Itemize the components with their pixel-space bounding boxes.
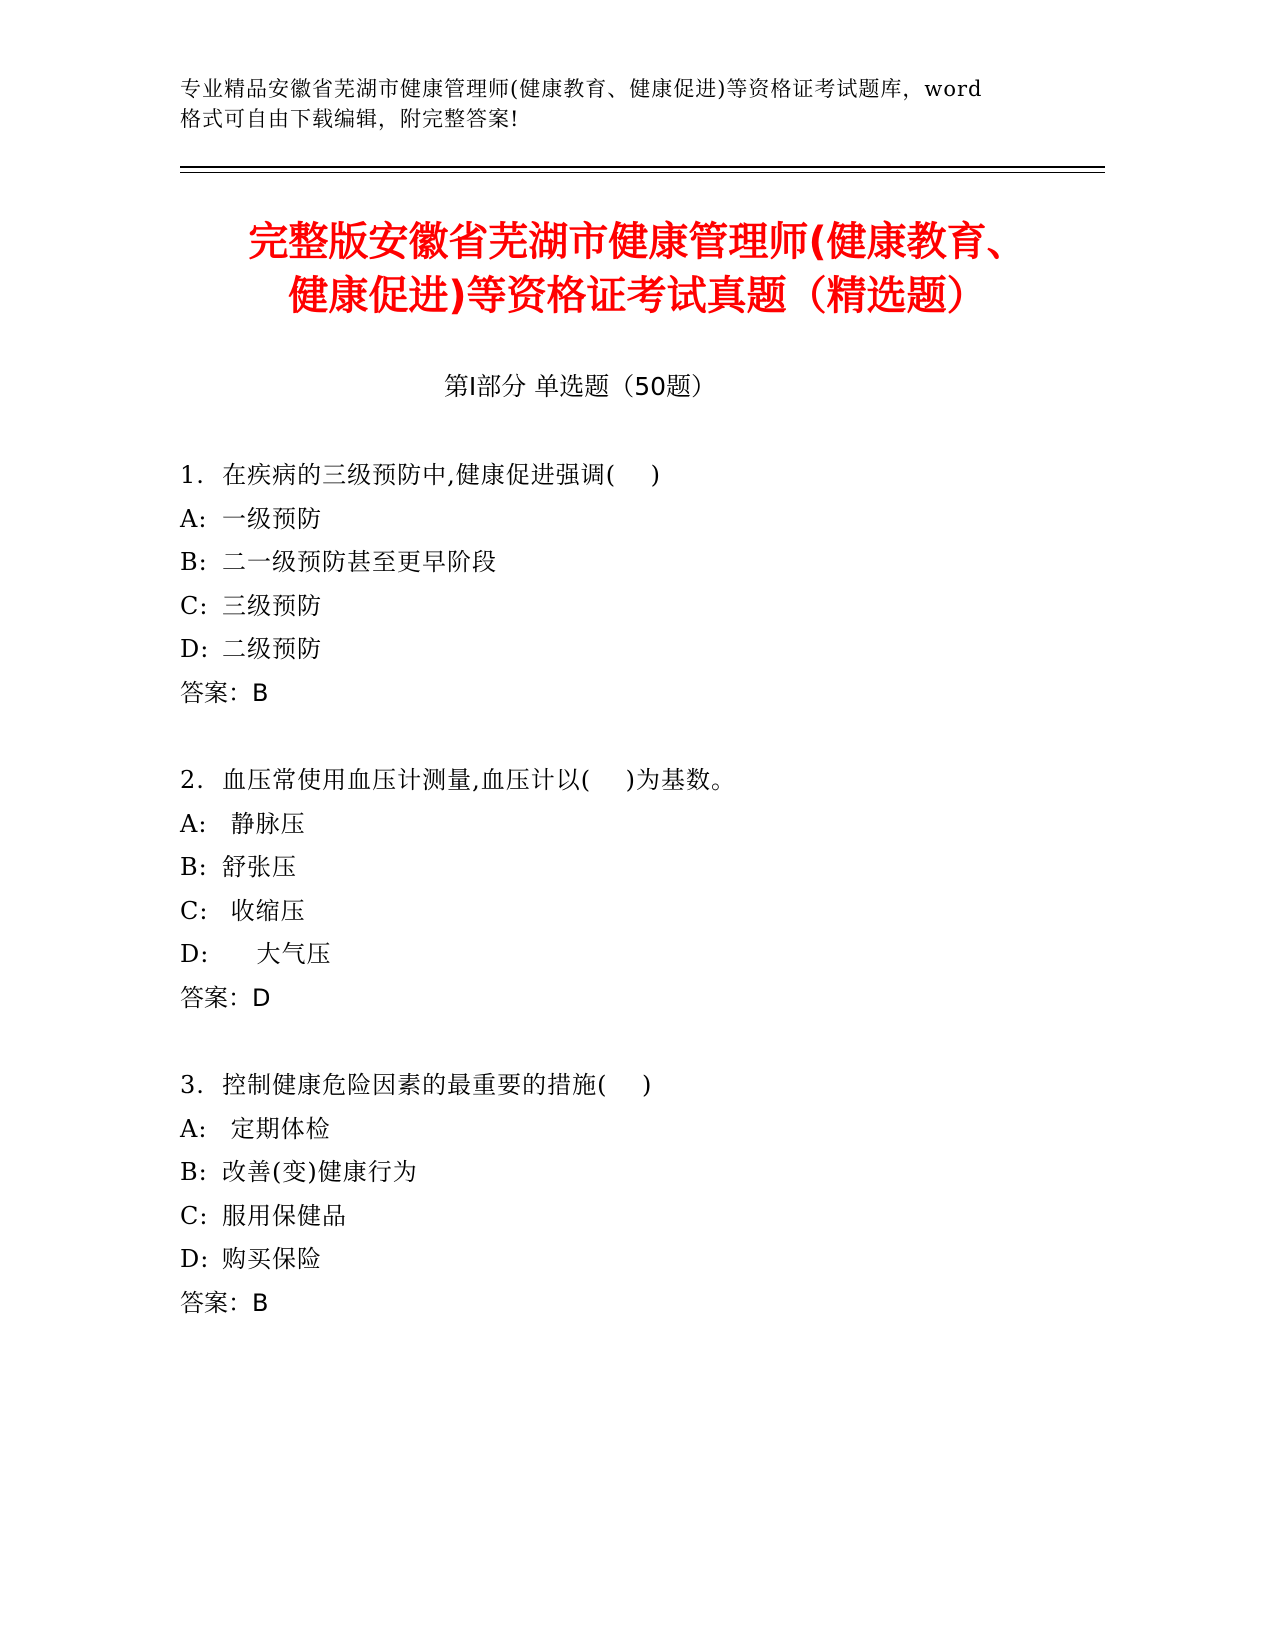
option-label: B: (180, 853, 208, 881)
header-divider-thick (180, 166, 1105, 168)
option-text: 购买保险 (222, 1245, 322, 1273)
question-block (180, 1064, 1080, 1325)
option-text: 大气压 (222, 940, 332, 968)
answer: 答案：B (180, 678, 269, 707)
option-text: 二一级预防甚至更早阶段 (222, 548, 497, 576)
option-text: 静脉压 (222, 809, 306, 838)
option-label: A: (180, 809, 208, 838)
question-stem: 3. 控制健康危险因素的最重要的措施( ) (180, 1071, 653, 1099)
title-line-2: 健康促进)等资格证考试真题（精选题） (288, 273, 987, 319)
option-text: 服用保健品 (222, 1201, 347, 1230)
option-label: C: (180, 1201, 209, 1230)
question-block (180, 759, 1080, 1020)
option-label: C: (180, 896, 209, 925)
section-title: 第Ⅰ部分 单选题（50题） (443, 372, 717, 401)
option-label: D: (180, 1245, 210, 1273)
document-title (160, 215, 1115, 323)
option-text: 改善(变)健康行为 (222, 1158, 418, 1186)
option-c (180, 585, 1080, 629)
question-stem: 2. 血压常使用血压计测量,血压计以( )为基数。 (180, 766, 737, 794)
option-text: 一级预防 (222, 504, 322, 533)
header-note (180, 74, 1080, 134)
header-divider-thin (180, 172, 1105, 173)
option-label: C: (180, 591, 209, 620)
option-a (180, 803, 1080, 847)
option-label: B: (180, 548, 208, 576)
option-a (180, 1108, 1080, 1152)
option-b (180, 541, 1080, 585)
header-line-2: 格式可自由下载编辑，附完整答案! (180, 107, 520, 131)
option-label: B: (180, 1158, 208, 1186)
option-label: D: (180, 940, 210, 968)
option-label: D: (180, 635, 210, 663)
option-text: 三级预防 (222, 591, 322, 620)
title-line-1: 完整版安徽省芜湖市健康管理师(健康教育、 (248, 219, 1027, 265)
option-d (180, 628, 1080, 672)
option-b (180, 1151, 1080, 1195)
option-c (180, 1195, 1080, 1239)
option-text: 定期体检 (222, 1114, 331, 1143)
option-a (180, 498, 1080, 542)
answer: 答案：D (180, 983, 271, 1012)
question-block (180, 454, 1080, 715)
option-b (180, 846, 1080, 890)
option-d (180, 933, 1080, 977)
option-text: 收缩压 (222, 896, 306, 925)
question-stem: 1. 在疾病的三级预防中,健康促进强调( ) (180, 461, 662, 489)
option-d (180, 1238, 1080, 1282)
option-text: 二级预防 (222, 635, 322, 663)
option-label: A: (180, 504, 208, 533)
option-text: 舒张压 (222, 853, 297, 881)
answer: 答案：B (180, 1288, 269, 1317)
option-c (180, 890, 1080, 934)
header-line-1: 专业精品安徽省芜湖市健康管理师(健康教育、健康促进)等资格证考试题库，word (180, 77, 983, 101)
option-label: A: (180, 1114, 208, 1143)
